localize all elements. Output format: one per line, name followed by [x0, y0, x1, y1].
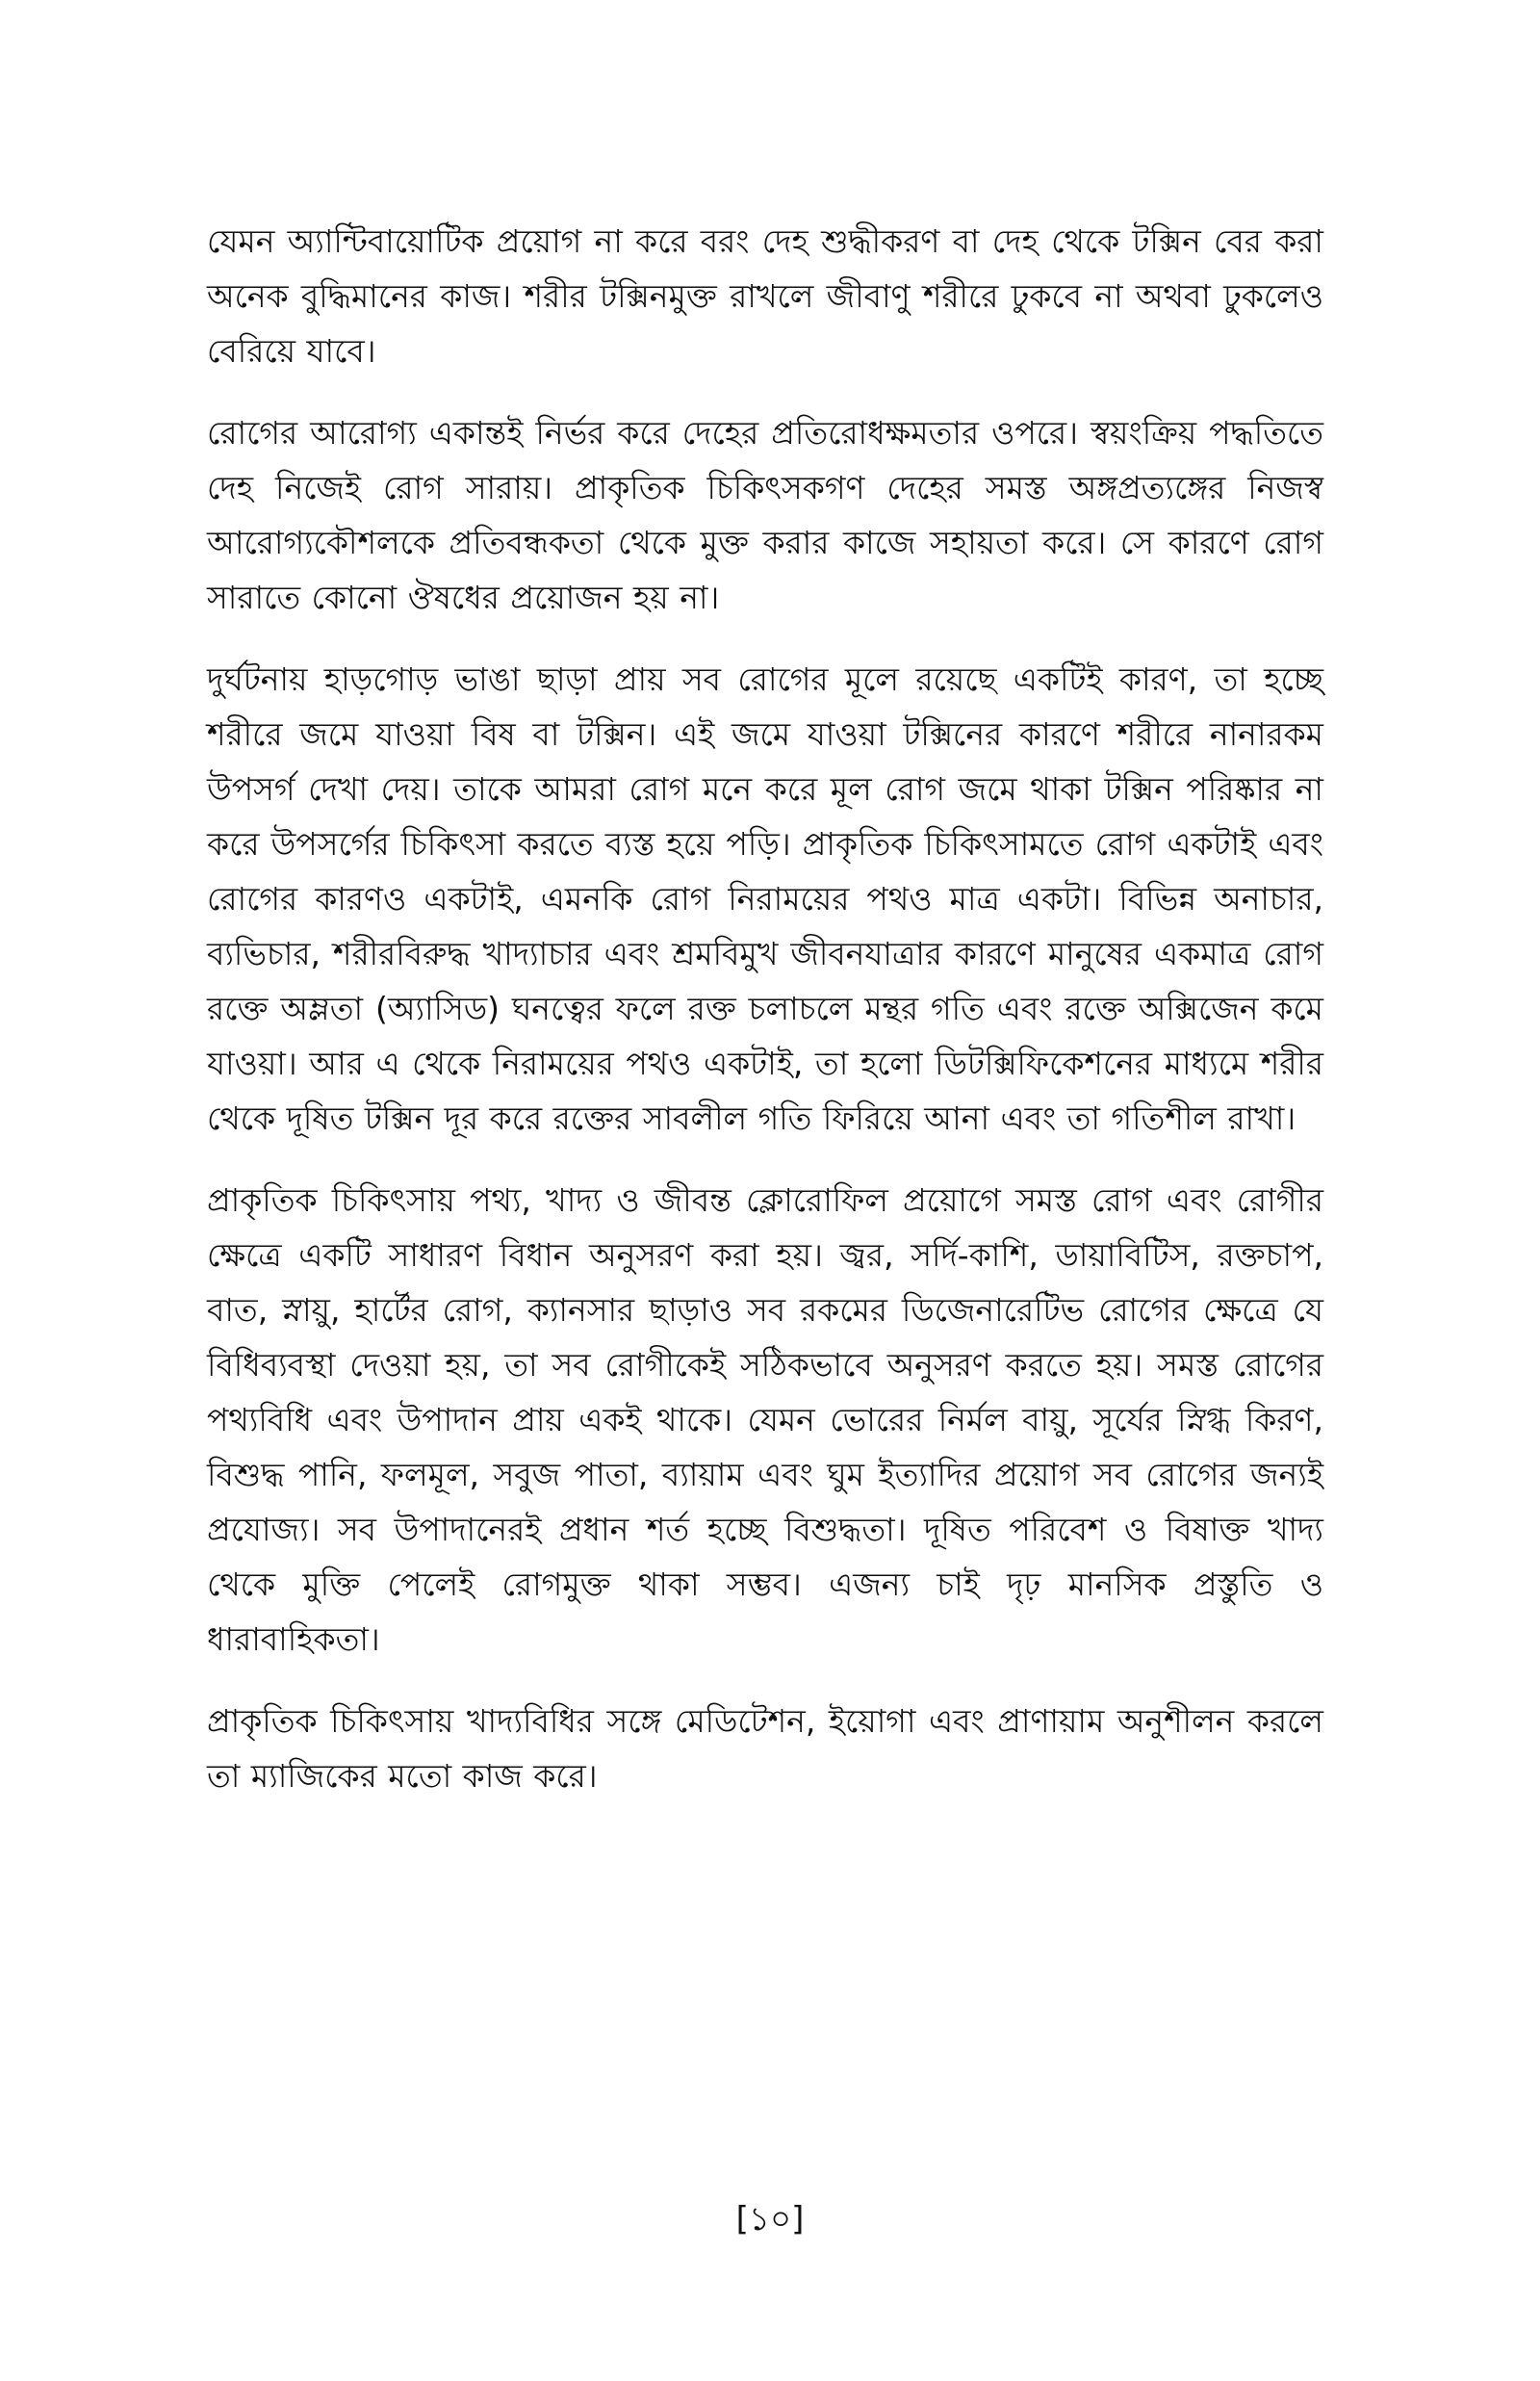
paragraph-antibiotic-detox: যেমন অ্যান্টিবায়োটিক প্রয়োগ না করে বরং দেহ শুদ্ধীকরণ বা দেহ থেকে টক্সিন বের করা অনেক বুদ্ধিমানের কাজ। শরীর টক্সিনমুক্ত রাখলে জীবাণু শরীরে ঢুকবে না অথবা ঢুকলেও বেরিয়ে যাবে।: [207, 222, 1323, 370]
paragraph-toxin-cause: দুর্ঘটনায় হাড়গোড় ভাঙা ছাড়া প্রায় সব রোগের মূলে রয়েছে একটিই কারণ, তা হচ্ছে শরীরে জমে যাওয়া বিষ বা টক্সিন। এই জমে যাওয়া টক্সিনের কারণে শরীরে নানারকম উপসর্গ দেখা দেয়। তাকে আমরা রোগ মনে করে মূল রোগ জমে থাকা টক্সিন পরিষ্কার না করে উপসর্গের চিকিৎসা করতে ব্যস্ত হয়ে পড়ি। প্রাকৃতিক চিকিৎসামতে রোগ একটাই এবং রোগের কারণও একটাই, এমনকি রোগ নিরাময়ের পথও মাত্র একটা। বিভিন্ন অনাচার, ব্যভিচার, শরীরবিরুদ্ধ খাদ্যাচার এবং শ্রমবিমুখ জীবনযাত্রার কারণে মানুষের একমাত্র রোগ রক্তে অম্লতা (অ্যাসিড) ঘনত্বের ফলে রক্ত চলাচলে মন্থর গতি এবং রক্তে অক্সিজেন কমে যাওয়া। আর এ থেকে নিরাময়ের পথও একটাই, তা হলো ডিটক্সিফিকেশনের মাধ্যমে শরীর থেকে দূষিত টক্সিন দূর করে রক্তের সাবলীল গতি ফিরিয়ে আনা এবং তা গতিশীল রাখা।: [207, 660, 1323, 1137]
paragraph-meditation-yoga: প্রাকৃতিক চিকিৎসায় খাদ্যবিধির সঙ্গে মেডিটেশন, ইয়োগা এবং প্রাণায়াম অনুশীলন করলে তা ম্যাজিকের মতো কাজ করে।: [207, 1702, 1323, 1795]
paragraph-natural-treatment: প্রাকৃতিক চিকিৎসায় পথ্য, খাদ্য ও জীবন্ত ক্লোরোফিল প্রয়োগে সমস্ত রোগ এবং রোগীর ক্ষেত্রে একটি সাধারণ বিধান অনুসরণ করা হয়। জ্বর, সর্দি-কাশি, ডায়াবিটিস, রক্তচাপ, বাত, স্নায়ু, হার্টের রোগ, ক্যানসার ছাড়াও সব রকমের ডিজেনারেটিভ রোগের ক্ষেত্রে যে বিধিব্যবস্থা দেওয়া হয়, তা সব রোগীকেই সঠিকভাবে অনুসরণ করতে হয়। সমস্ত রোগের পথ্যবিধি এবং উপাদান প্রায় একই থাকে। যেমন ভোরের নির্মল বায়ু, সূর্যের স্নিগ্ধ কিরণ, বিশুদ্ধ পানি, ফলমূল, সবুজ পাতা, ব্যায়াম এবং ঘুম ইত্যাদির প্রয়োগ সব রোগের জন্যই প্রযোজ্য। সব উপাদানেরই প্রধান শর্ত হচ্ছে বিশুদ্ধতা। দূষিত পরিবেশ ও বিষাক্ত খাদ্য থেকে মুক্তি পেলেই রোগমুক্ত থাকা সম্ভব। এজন্য চাই দৃঢ় মানসিক প্রস্তুতি ও ধারাবাহিকতা।: [207, 1181, 1323, 1658]
page-body: [207, 214, 1323, 1830]
paragraph-immunity: রোগের আরোগ্য একান্তই নির্ভর করে দেহের প্রতিরোধক্ষমতার ওপরে। স্বয়ংক্রিয় পদ্ধতিতে দেহ নিজেই রোগ সারায়। প্রাকৃতিক চিকিৎসকগণ দেহের সমস্ত অঙ্গপ্রত্যঙ্গের নিজস্ব আরোগ্যকৌশলকে প্রতিবন্ধকতা থেকে মুক্ত করার কাজে সহায়তা করে। সে কারণে রোগ সারাতে কোনো ঔষধের প্রয়োজন হয় না।: [207, 414, 1323, 616]
page-number: [১০]: [735, 2200, 805, 2239]
